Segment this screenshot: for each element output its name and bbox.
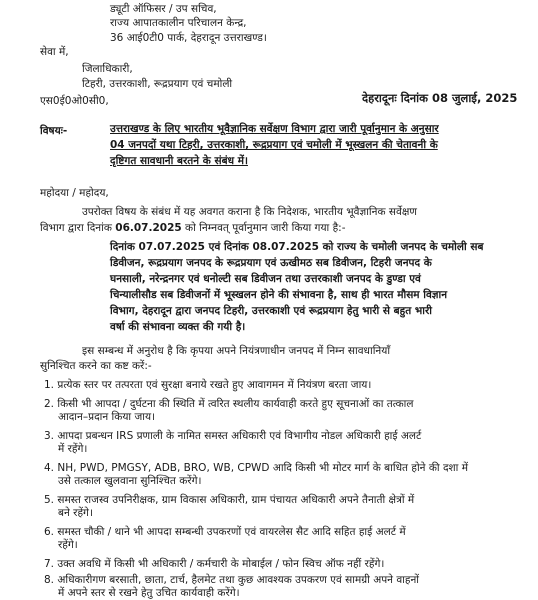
forecast-line-3: घनसाली, नरेन्द्रनगर एवं धनोल्टी सब डिवीजन तथा उत्तरकाशी जनपद के डुण्डा एवं	[110, 273, 421, 285]
intro-line-1: उपरोक्त विषय के संबंध में यह अवगत कराना है कि निदेशक, भारतीय भूवैज्ञानिक सर्वेक्षण	[82, 206, 417, 218]
list-item-8-line-2: में अपने स्तर से रखने हेतु उचित कार्यवाही करेंगे।	[58, 587, 240, 599]
intro-line-2-prefix: विभाग द्वारा दिनांक	[40, 222, 116, 234]
list-item-3-line-2: में रहेंगे।	[58, 443, 88, 455]
recipient-title: जिलाधिकारी,	[82, 63, 133, 75]
forecast-line-6: वर्षा की संभावना व्यक्त की गयी है।	[110, 321, 246, 333]
subject-line-2: 04 जनपदों यथा टिहरी, उत्तरकाशी, रूद्रप्रयाग एवं चमोली में भूस्खलन की चेतावनी के	[110, 139, 438, 151]
list-item-5-line-2: बने रहेंगे।	[58, 507, 93, 519]
forecast-line-1: दिनांक 07.07.2025 एवं दिनांक 08.07.2025 को राज्य के चमोली जनपद के चमोली सब	[110, 241, 484, 253]
letter-date: देहरादूनः दिनांक 08 जुलाई, 2025	[362, 91, 518, 105]
list-item-4-line-2: उसे तत्काल खुलवाना सुनिश्चित करेंगे।	[58, 475, 202, 487]
forecast-line-4: चिन्यालीसौड सब डिवीजनों में भूस्खलन होने की संभावना है, साथ ही भारत मौसम विज्ञान	[110, 289, 448, 301]
seva-label: सेवा में,	[40, 46, 69, 58]
sender-line-1: ड्यूटी ऑफिसर / उप सचिव,	[110, 3, 217, 15]
subject-line-3: दृष्टिगत सावधानी बरतने के संबंध में।	[110, 155, 248, 167]
list-item-6-line-1: 6. समस्त चौकी / थाने भी आपदा सम्बन्धी उपकरणों एवं वायरलेस सैट आदि सहित हाई अलर्ट में	[44, 526, 406, 538]
request-line-2: सुनिश्चित करने का कष्ट करें:-	[40, 360, 152, 372]
list-item-5-line-1: 5. समस्त राजस्व उपनिरीक्षक, ग्राम विकास अधिकारी, ग्राम पंचायत अधिकारी अपने तैनाती क्षेत्रों में	[44, 494, 415, 506]
request-line-1: इस सम्बन्ध में अनुरोध है कि कृपया अपने नियंत्रणाधीन जनपद में निम्न सावधानियाँ	[82, 345, 391, 357]
intro-line-2	[40, 221, 346, 235]
sender-line-3: 36 आई0टी0 पार्क, देहरादून उत्तराखण्ड।	[110, 32, 267, 44]
subject-line-1: उत्तराखण्ड के लिए भारतीय भूवैज्ञानिक सर्वेक्षण विभाग द्वारा जारी पूर्वानुमान के अनुसार	[110, 123, 439, 135]
reference-number: एस0ई0ओ0सी0,	[40, 95, 109, 107]
forecast-line-5: विभाग, देहरादून द्वारा जनपद टिहरी, उत्तरकाशी एवं रूद्रप्रयाग हेतु भारी से बहुत भारी	[110, 305, 432, 317]
list-item-6-line-2: रहेंगे।	[58, 539, 78, 551]
list-item-1-line-1: 1. प्रत्येक स्तर पर तत्परता एवं सुरक्षा बनाये रखते हुए आवागमन में नियंत्रण बरता जाय।	[44, 379, 372, 391]
recipient-districts: टिहरी, उत्तरकाशी, रूद्रप्रयाग एवं चमोली	[82, 78, 233, 90]
list-item-3-line-1: 3. आपदा प्रबन्धन IRS प्रणाली के नामित समस्त अधिकारी एवं विभागीय नोडल अधिकारी हाई अलर्ट	[44, 430, 422, 442]
intro-forecast-date: 06.07.2025	[115, 222, 182, 234]
list-item-8-line-1: 8. अधिकारीगण बरसाती, छाता, टार्च, हैलमेट तथा कुछ आवश्यक उपकरण एवं सामग्री अपने वाहनों	[44, 574, 420, 586]
list-item-2-line-2: आदान–प्रदान किया जाय।	[58, 411, 156, 423]
sender-line-2: राज्य आपातकालीन परिचालन केन्द्र,	[110, 17, 247, 29]
subject-label: विषयः-	[40, 125, 68, 137]
list-item-2-line-1: 2. किसी भी आपदा / दुर्घटना की स्थिति में त्वरित स्थलीय कार्यवाही करते हुए सूचनाओं का तत्काल	[44, 398, 414, 410]
forecast-line-2: डिवीजन, रूद्रप्रयाग जनपद के रूद्रप्रयाग एवं ऊखीमठ सब डिवीजन, टिहरी जनपद के	[110, 257, 432, 269]
list-item-7-line-1: 7. उक्त अवधि में किसी भी अधिकारी / कर्मचारी के मोबाईल / फोन स्विच ऑफ नहीं रहेंगे।	[44, 558, 385, 570]
list-item-4-line-1: 4. NH, PWD, PMGSY, ADB, BRO, WB, CPWD आदि किसी भी मोटर मार्ग के बाधित होने की दशा में	[44, 462, 469, 474]
salutation: महोदया / महोदय,	[40, 187, 109, 199]
intro-line-2-suffix: को निम्नवत् पूर्वानुमान जारी किया गया है:-	[181, 222, 346, 234]
